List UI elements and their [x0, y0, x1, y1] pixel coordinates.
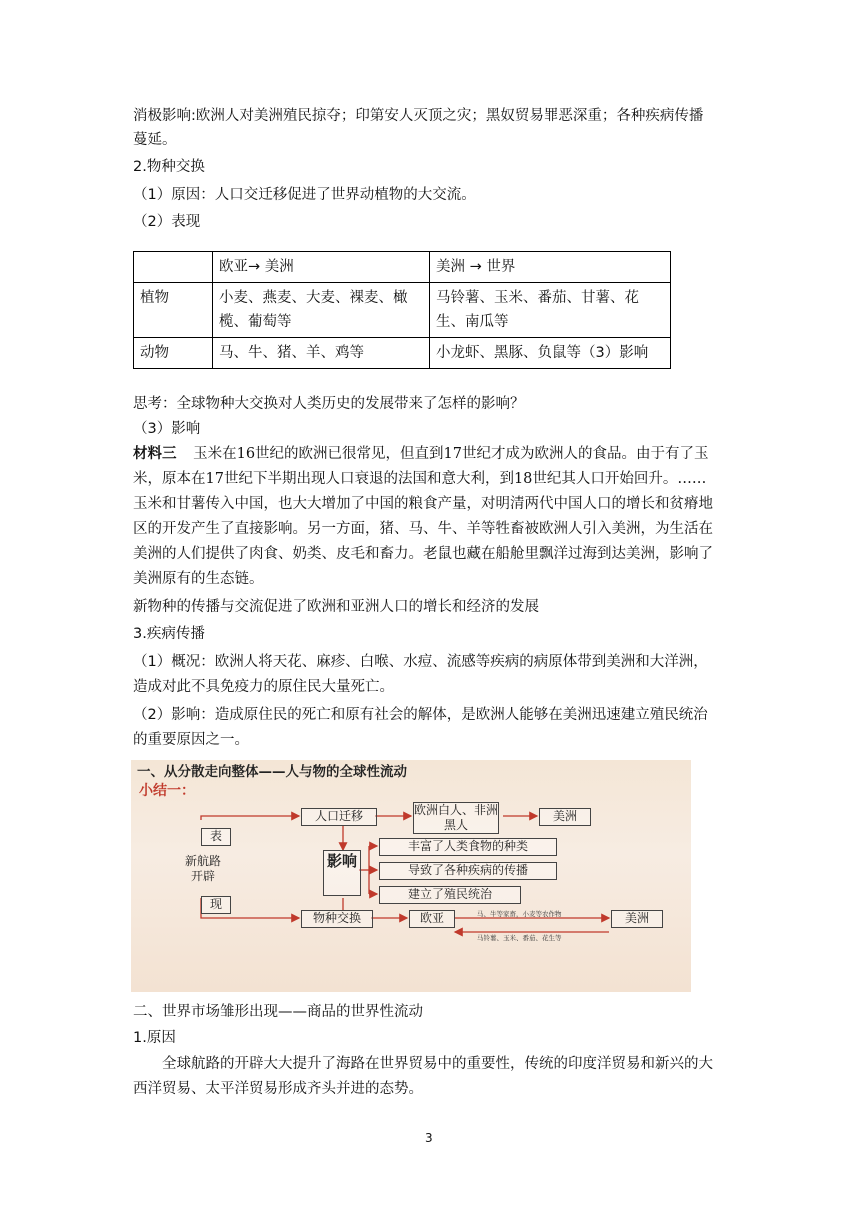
heading-disease-spread: 3.疾病传播: [133, 626, 205, 642]
box-america-2: 美洲: [611, 910, 663, 928]
heading-world-market: 二、世界市场雏形出现——商品的世界性流动: [133, 1004, 423, 1020]
diagram-subtitle: 小结一：: [139, 783, 195, 799]
disease-overview-line1: （1）概况：欧洲人将天花、麻疹、白喉、水痘、流感等疾病的病原体带到美洲和大洋洲，: [133, 654, 708, 670]
think-question: 思考：全球物种大交换对人类历史的发展带来了怎样的影响？: [133, 396, 525, 412]
box-xian: 现: [201, 896, 231, 914]
box-biao: 表: [201, 828, 231, 846]
disease-impact-line2: 的重要原因之一。: [133, 732, 249, 748]
box-eurasia: 欧亚: [409, 910, 455, 928]
arrow-label-bottom: 马铃薯、玉米、番茄、花生等: [477, 934, 562, 942]
material-line3: 玉米和甘薯传入中国，也大大增加了中国的粮食产量，对明清两代中国人口的增长和贫瘠地: [133, 496, 713, 512]
reason-line1: 全球航路的开辟大大提升了海路在世界贸易中的重要性，传统的印度洋贸易和新兴的大: [162, 1056, 713, 1072]
box-impact: 影响: [323, 850, 361, 896]
box-food: 丰富了人类食物的种类: [379, 838, 557, 856]
material-line2: 米，原本在17世纪下半期出现人口衰退的法国和意大利，到18世纪其人口开始回升。……: [133, 471, 707, 487]
disease-overview-line2: 造成对此不具免疫力的原住民大量死亡。: [133, 679, 394, 695]
box-america-1: 美洲: [539, 808, 591, 826]
species-table: [133, 251, 671, 369]
table-row-label-plants: 植物: [134, 283, 213, 338]
paragraph-negative-line2: 蔓延。: [133, 132, 177, 148]
box-new-route: 新航路开辟: [184, 854, 221, 883]
page-number: 3: [425, 1131, 433, 1145]
box-migration: 人口迁移: [301, 808, 377, 826]
box-exchange: 物种交换: [301, 910, 373, 928]
table-cell-empty: [134, 252, 213, 283]
material-line4: 区的开发产生了直接影响。另一方面，猪、马、牛、羊等牲畜被欧洲人引入美洲，为生活在: [133, 521, 713, 537]
box-disease: 导致了各种疾病的传播: [379, 862, 557, 880]
material-line5: 美洲的人们提供了肉食、奶类、皮毛和畜力。老鼠也藏在船舱里飘洋过海到达美洲，影响了: [133, 546, 713, 562]
table-cell-plants-america: 马铃薯、玉米、番茄、甘薯、花生、南瓜等: [430, 283, 671, 338]
table-cell-plants-eurasia: 小麦、燕麦、大麦、裸麦、橄榄、葡萄等: [213, 283, 430, 338]
paragraph-negative-line1: 消极影响:欧洲人对美洲殖民掠夺；印第安人灭顶之灾；黑奴贸易罪恶深重；各种疾病传播: [133, 108, 704, 124]
table-row: [134, 252, 671, 283]
material-line6: 美洲原有的生态链。: [133, 571, 264, 587]
table-cell-animals-eurasia: 马、牛、猪、羊、鸡等: [213, 338, 430, 369]
box-colony: 建立了殖民统治: [379, 886, 521, 904]
box-people: 欧洲白人、非洲黑人: [414, 803, 499, 832]
heading-reason: 1.原因: [133, 1030, 176, 1046]
disease-impact-line1: （2）影响：造成原住民的死亡和原有社会的解体，是欧洲人能够在美洲迅速建立殖民统治: [133, 707, 708, 723]
table-head-america-to-world: 美洲 → 世界: [430, 252, 671, 283]
table-row: [134, 338, 671, 369]
reason-line2: 西洋贸易、太平洋贸易形成齐头并进的态势。: [133, 1081, 423, 1097]
heading-species-exchange: 2.物种交换: [133, 159, 205, 175]
arrow-label-top: 马、牛等家畜，小麦等农作物: [477, 910, 562, 918]
diagram-title: 一、从分散走向整体——人与物的全球性流动: [137, 764, 407, 780]
summary-diagram: [131, 760, 691, 992]
impact-label: （3）影响: [133, 421, 201, 437]
conclusion: 新物种的传播与交流促进了欧洲和亚洲人口的增长和经济的发展: [133, 599, 539, 615]
table-cell-animals-america: 小龙虾、黑豚、负鼠等（3）影响: [430, 338, 671, 369]
species-show: （2）表现: [133, 214, 201, 230]
table-row: [134, 283, 671, 338]
material-line1: 玉米在16世纪的欧洲已很常见，但直到17世纪才成为欧洲人的食品。由于有了玉: [193, 446, 709, 462]
species-reason: （1）原因：人口交迁移促进了世界动植物的大交流。: [133, 187, 476, 203]
table-head-eurasia-to-america: 欧亚→ 美洲: [213, 252, 430, 283]
table-row-label-animals: 动物: [134, 338, 213, 369]
material-label: 材料三: [133, 445, 177, 462]
